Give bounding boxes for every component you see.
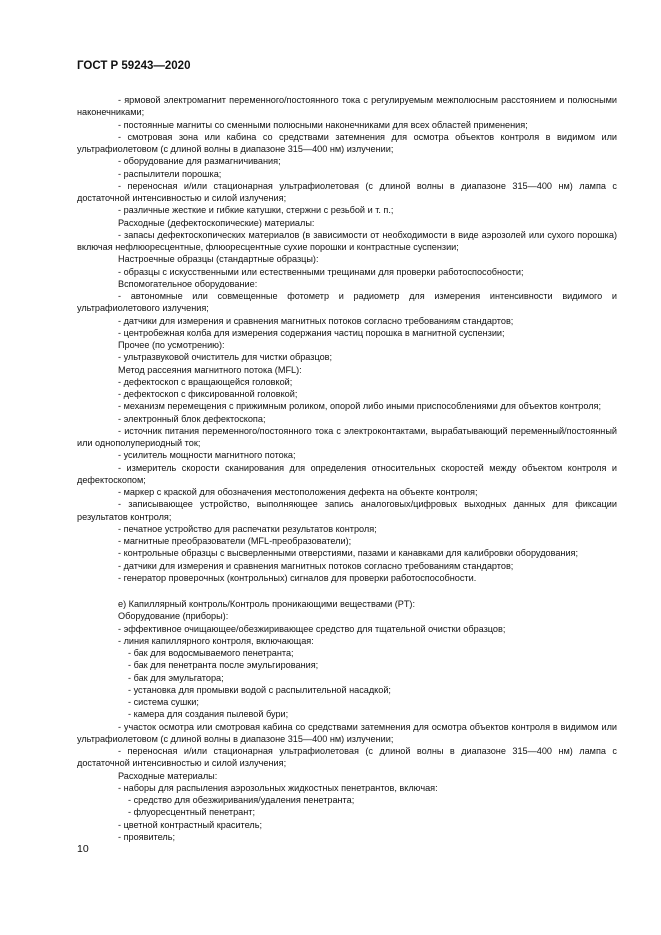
list-item: - переносная и/или стационарная ультрафиолетовая (с длиной волны в диапазоне 315—400 нм) лампа с достаточной интенсивностью и силой излучения;: [77, 180, 617, 203]
list-item: - запасы дефектоскопических материалов (в зависимости от необходимости в виде аэрозолей или сухого порошка) включая нефлюоресцентные, флюоресцентные сухие порошки и контрастные суспензии;: [77, 229, 617, 252]
section-subheading: Настроечные образцы (стандартные образцы):: [118, 254, 319, 265]
list-item: - генератор проверочных (контрольных) сигналов для проверки работоспособности.: [118, 572, 477, 583]
list-item: - магнитные преобразователи (MFL-преобразователи);: [118, 536, 352, 546]
list-item: - измеритель скорости сканирования для определения относительных скоростей между объектом контроля и дефектоскопом;: [77, 462, 617, 485]
nested-list-item: - средство для обезжиривания/удаления пенетранта;: [128, 795, 355, 805]
list-item: - автономные или совмещенные фотометр и радиометр для измерения интенсивности видимого и ультрафиолетового излучения;: [77, 291, 617, 314]
list-item: - центробежная колба для измерения содержания частиц порошка в магнитной суспензии;: [118, 327, 505, 338]
list-item: - различные жесткие и гибкие катушки, стержни с резьбой и т. п.;: [118, 205, 394, 216]
page-body: [77, 94, 617, 843]
list-item: - записывающее устройство, выполняющее запись аналоговых/цифровых выходных данных для фиксации результатов контроля;: [77, 499, 617, 522]
list-item: - механизм перемещения с прижимным роликом, опорой либо иными приспособлениями для объектов контроля;: [118, 401, 601, 412]
list-item: - усилитель мощности магнитного потока;: [118, 450, 296, 461]
list-item: - эффективное очищающее/обезжиривающее средство для тщательной очистки образцов;: [118, 623, 506, 634]
nested-list-item: - бак для водосмываемого пенетранта;: [128, 648, 294, 658]
list-item: - цветной контрастный краситель;: [118, 819, 263, 830]
list-item: - постоянные магниты со сменными полюсными наконечниками для всех областей применения;: [118, 119, 528, 130]
list-item: - электронный блок дефектоскопа;: [118, 413, 266, 424]
nested-list-item: - бак для эмульгатора;: [128, 672, 224, 683]
list-item: - контрольные образцы с высверленными отверстиями, пазами и канавками для калибровки оборудования;: [118, 548, 579, 559]
section-subheading: Метод рассеяния магнитного потока (MFL):: [118, 364, 302, 375]
list-item: - источник питания переменного/постоянного тока с электроконтактами, вырабатывающий переменный/постоянный или однополупериодный ток;: [77, 425, 617, 448]
section-heading-pt: е) Капиллярный контроль/Контроль проникающими веществами (PT):: [118, 599, 415, 609]
nested-list-item: - флуоресцентный пенетрант;: [128, 807, 256, 818]
list-item: - ярмовой электромагнит переменного/постоянного тока с регулируемым межполюсным расстоянием и полюсными наконечниками;: [77, 95, 617, 118]
section-subheading: Вспомогательное оборудование:: [118, 278, 258, 289]
list-item: - дефектоскоп с фиксированной головкой;: [118, 389, 298, 399]
nested-list-item: - бак для пенетранта после эмульгирования;: [128, 660, 319, 671]
nested-list-item: - установка для промывки водой с распылительной насадкой;: [128, 684, 391, 695]
section-subheading: Расходные (дефектоскопические) материалы:: [118, 217, 315, 228]
list-item: - образцы с искусственными или естественными трещинами для проверки работоспособности;: [118, 266, 524, 277]
document-header: ГОСТ Р 59243—2020: [77, 60, 191, 72]
list-item: - смотровая зона или кабина со средствами затемнения для осмотра объектов контроля в видимом или ультрафиолетовом (с длиной волны в диапазоне 315—400 нм) излучении;: [77, 131, 617, 154]
nested-list-item: - камера для создания пылевой бури;: [128, 709, 289, 720]
list-item: - датчики для измерения и сравнения магнитных потоков согласно требованиям стандартов;: [118, 315, 514, 326]
nested-list-item: - система сушки;: [128, 697, 199, 707]
list-item: - линия капиллярного контроля, включающая:: [118, 635, 314, 646]
list-item: - печатное устройство для распечатки результатов контроля;: [118, 523, 377, 534]
list-item: - маркер с краской для обозначения местоположения дефекта на объекте контроля;: [118, 487, 478, 497]
list-item: - участок осмотра или смотровая кабина со средствами затемнения для осмотра объектов контроля в видимом или ультрафиолетовом (с длиной волны в диапазоне 315—400 нм) излучении;: [77, 721, 617, 744]
list-item: - наборы для распыления аэрозольных жидкостных пенетрантов, включая:: [118, 782, 438, 793]
list-item: - ультразвуковой очиститель для чистки образцов;: [118, 352, 333, 363]
list-item: - дефектоскоп с вращающейся головкой;: [118, 376, 293, 387]
list-item: - датчики для измерения и сравнения магнитных потоков согласно требованиям стандартов;: [118, 560, 514, 571]
list-item: - переносная и/или стационарная ультрафиолетовая (с длиной волны в диапазоне 315—400 нм) лампа с достаточной интенсивностью и силой излучения;: [77, 746, 617, 769]
section-subheading: Расходные материалы:: [118, 770, 218, 781]
list-item: - оборудование для размагничивания;: [118, 156, 281, 167]
page-number: 10: [77, 843, 89, 855]
section-subheading: Оборудование (приборы):: [118, 611, 229, 622]
list-item: - распылители порошка;: [118, 168, 222, 179]
section-subheading: Прочее (по усмотрению):: [118, 340, 225, 350]
list-item: - проявитель;: [118, 831, 176, 842]
